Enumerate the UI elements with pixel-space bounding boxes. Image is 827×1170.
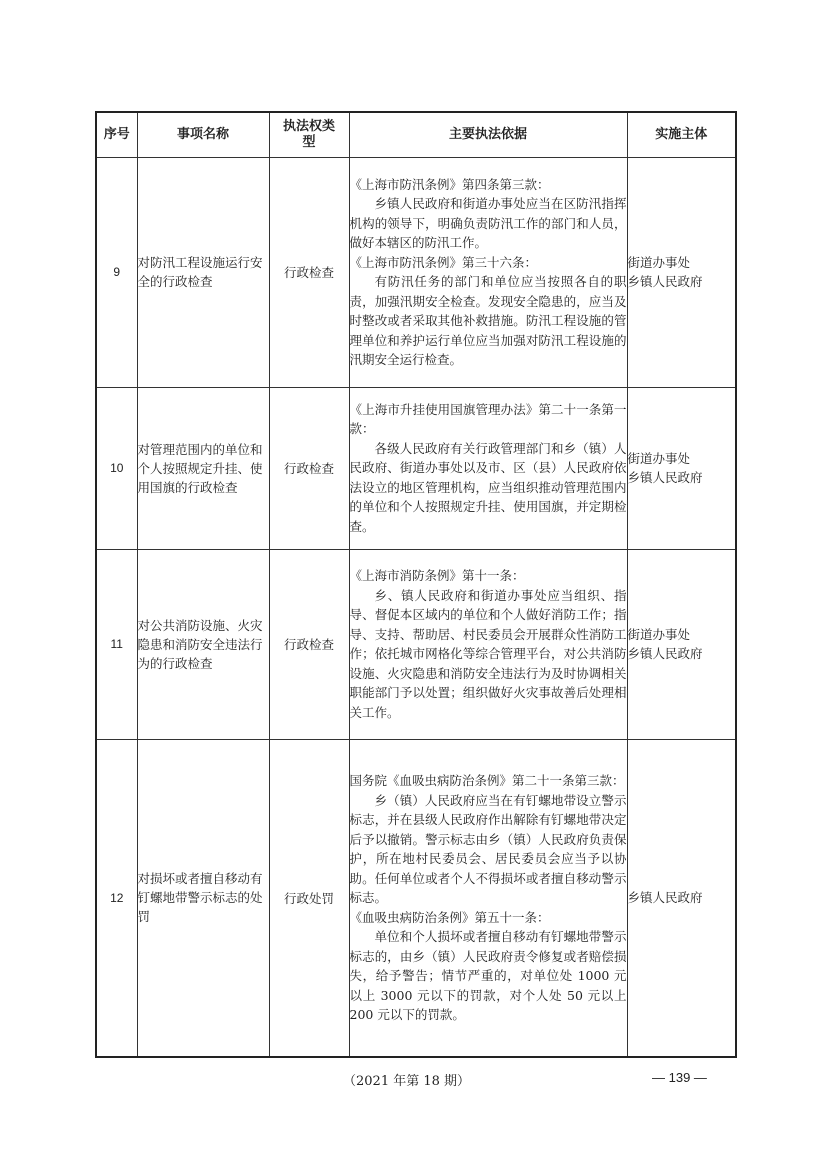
table-row	[96, 157, 736, 387]
issue-label: （2021 年第 18 期）	[343, 1074, 471, 1089]
legal-basis	[349, 739, 627, 1057]
basis-paragraph: 乡、镇人民政府和街道办事处应当组织、指导、督促本区域内的单位和个人做好消防工作；指导、支持、帮助居、村民委员会开展群众性消防工作；依托城市网格化等综合管理平台，对公共消防设施、火灾隐患和消防安全违法行为及时协调相关职能部门予以处置；组织做好火灾事故善后处理相关工作。	[349, 587, 627, 720]
header-name: 事项名称	[137, 112, 269, 157]
legal-basis	[349, 157, 627, 387]
table-row	[96, 739, 736, 1057]
row-number: 11	[96, 549, 137, 739]
basis-paragraph: 国务院《血吸虫病防治条例》第二十一条第三款：	[349, 773, 625, 788]
implementing-subject: 街道办事处 乡镇人民政府	[627, 157, 736, 387]
enforcement-type: 行政处罚	[269, 739, 349, 1057]
implementing-subject: 街道办事处 乡镇人民政府	[627, 387, 736, 549]
basis-paragraph: 《上海市消防条例》第十一条：	[349, 568, 525, 583]
enforcement-type: 行政检查	[269, 549, 349, 739]
table-header-row	[96, 112, 736, 157]
basis-paragraph: 《上海市升挂使用国旗管理办法》第二十一条第一款：	[349, 401, 627, 437]
legal-basis	[349, 549, 627, 739]
enforcement-type: 行政检查	[269, 157, 349, 387]
legal-basis	[349, 387, 627, 549]
item-name: 对公共消防设施、火灾隐患和消防安全违法行为的行政检查	[137, 549, 269, 739]
basis-paragraph: 乡镇人民政府和街道办事处应当在区防汛指挥机构的领导下，明确负责防汛工作的部门和人员，做好本辖区的防汛工作。	[349, 196, 627, 250]
item-name: 对管理范围内的单位和个人按照规定升挂、使用国旗的行政检查	[137, 387, 269, 549]
item-name: 对防汛工程设施运行安全的行政检查	[137, 157, 269, 387]
enforcement-type: 行政检查	[269, 387, 349, 549]
basis-paragraph: 《上海市防汛条例》第四条第三款：	[349, 176, 550, 192]
header-basis: 主要执法依据	[349, 112, 627, 157]
table-row	[96, 387, 736, 549]
table-row	[96, 549, 736, 739]
row-number: 9	[96, 157, 137, 387]
basis-paragraph: 《上海市防汛条例》第三十六条：	[349, 254, 538, 270]
basis-paragraph: 单位和个人损坏或者擅自移动有钉螺地带警示标志的，由乡（镇）人民政府责令修复或者赔偿损失，给予警告；情节严重的，对单位处 1000 元以上 3000 元以下的罚款，对个人处 50 元以上 200 元以下的罚款。	[349, 929, 627, 1022]
basis-paragraph: 《血吸虫病防治条例》第五十一条：	[349, 909, 550, 925]
basis-paragraph: 有防汛任务的部门和单位应当按照各自的职责，加强汛期安全检查。发现安全隐患的，应当及时整改或者采取其他补救措施。防汛工程设施的管理单位和养护运行单位应当加强对防汛工程设施的汛期安全运行检查。	[349, 274, 627, 367]
header-type: 执法权类型	[269, 112, 349, 157]
row-number: 12	[96, 739, 137, 1057]
implementing-subject: 乡镇人民政府	[627, 739, 736, 1057]
basis-paragraph: 乡（镇）人民政府应当在有钉螺地带设立警示标志，并在县级人民政府作出解除有钉螺地带决定后予以撤销。警示标志由乡（镇）人民政府负责保护，所在地村民委员会、居民委员会应当予以协助。任何单位或者个人不得损坏或者擅自移动警示标志。	[349, 792, 627, 905]
implementing-subject: 街道办事处 乡镇人民政府	[627, 549, 736, 739]
page-number: — 139 —	[652, 1070, 707, 1085]
row-number: 10	[96, 387, 137, 549]
header-seq: 序号	[96, 112, 137, 157]
header-subject: 实施主体	[627, 112, 736, 157]
basis-paragraph: 各级人民政府有关行政管理部门和乡（镇）人民政府、街道办事处以及市、区（县）人民政府依法设立的地区管理机构，应当组织推动管理范围内的单位和个人按照规定升挂、使用国旗，并定期检查。	[349, 440, 627, 534]
enforcement-table	[95, 111, 737, 1058]
item-name: 对损坏或者擅自移动有钉螺地带警示标志的处罚	[137, 739, 269, 1057]
